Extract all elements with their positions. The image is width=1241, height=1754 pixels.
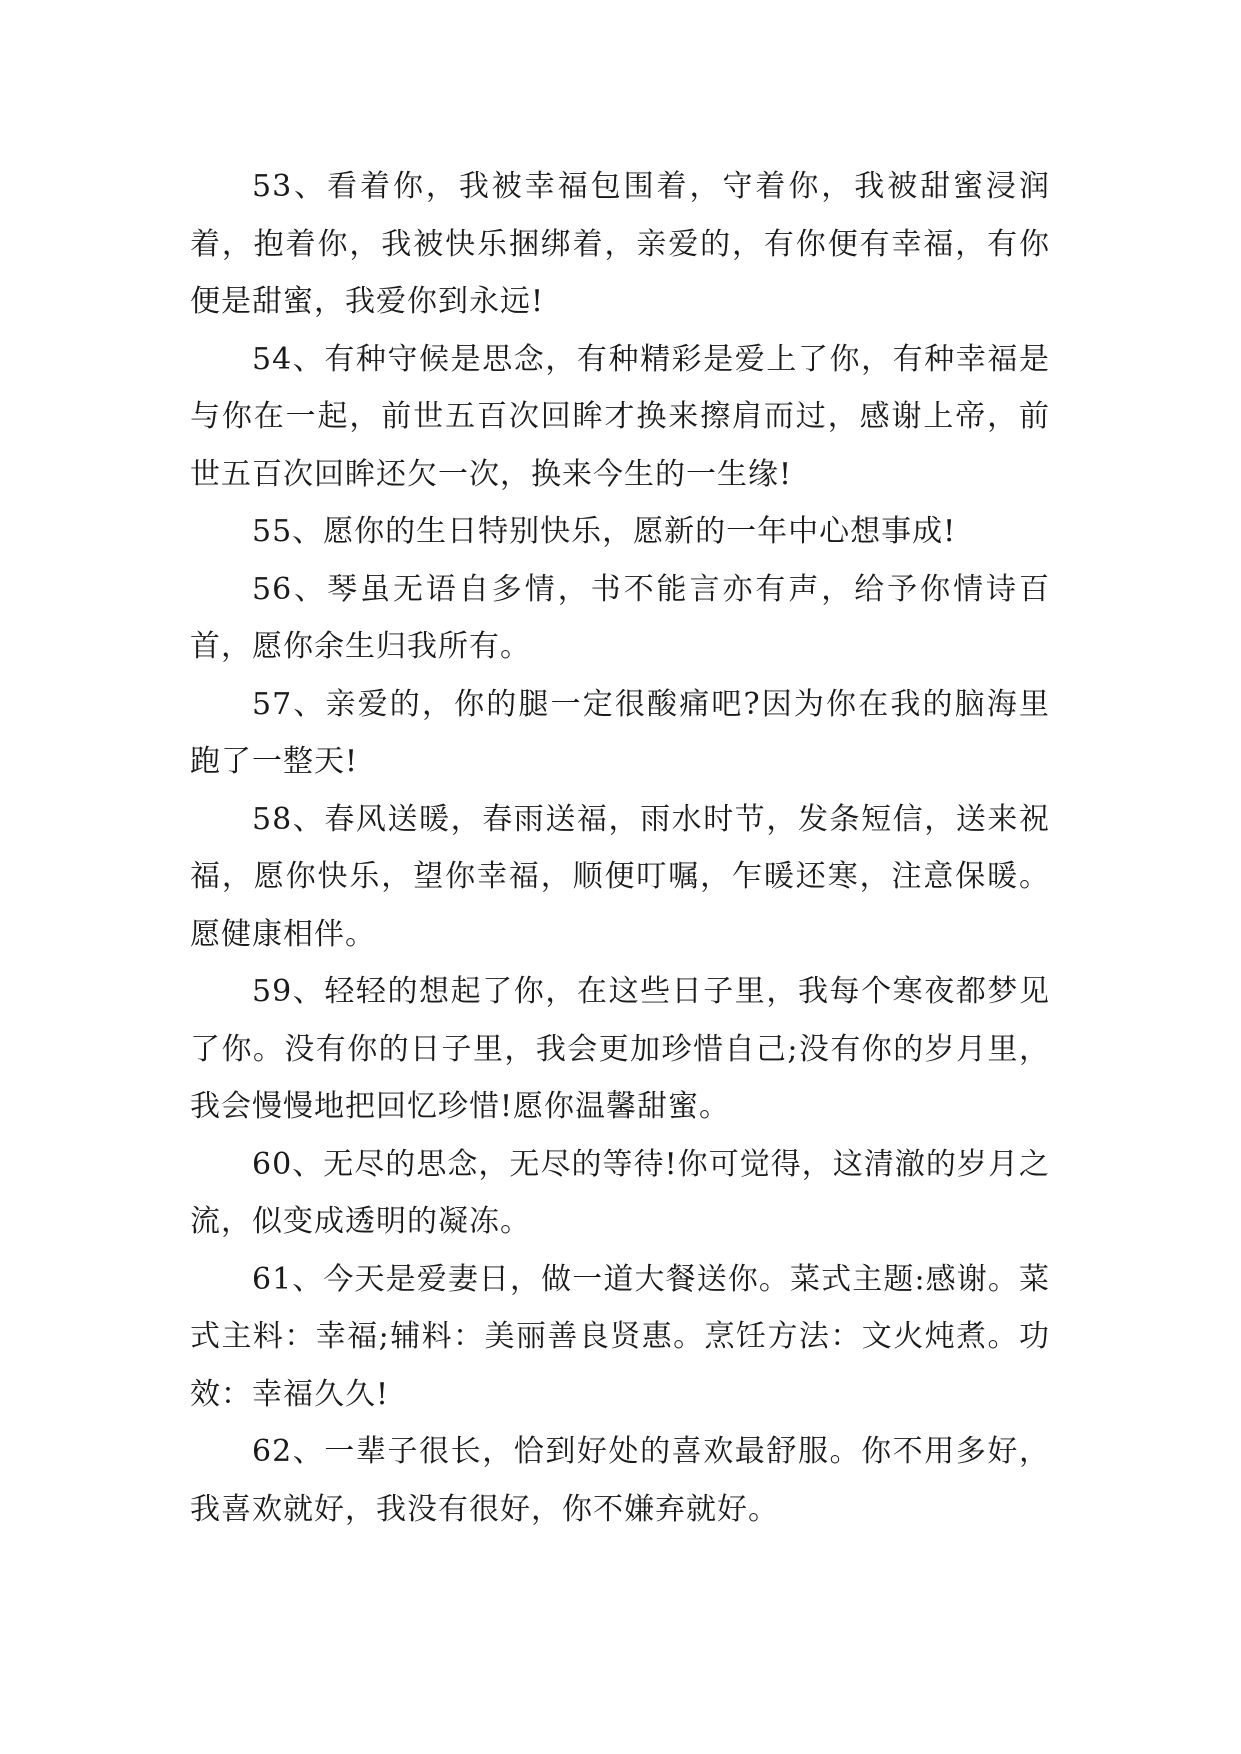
document-body [190, 158, 1050, 1538]
paragraph-61: 61、今天是爱妻日，做一道大餐送你。菜式主题:感谢。菜式主料：幸福;辅料：美丽善良贤惠。烹饪方法：文火炖煮。功效：幸福久久! [190, 1261, 1050, 1412]
paragraph-57: 57、亲爱的，你的腿一定很酸痛吧?因为你在我的脑海里跑了一整天! [190, 686, 1050, 779]
paragraph-58: 58、春风送暖，春雨送福，雨水时节，发条短信，送来祝福，愿你快乐，望你幸福，顺便叮嘱，乍暖还寒，注意保暖。愿健康相伴。 [190, 801, 1050, 952]
paragraph-60: 60、无尽的思念，无尽的等待!你可觉得，这清澈的岁月之流，似变成透明的凝冻。 [190, 1146, 1050, 1239]
paragraph-56: 56、琴虽无语自多情，书不能言亦有声，给予你情诗百首，愿你余生归我所有。 [190, 571, 1050, 664]
paragraph-54: 54、有种守候是思念，有种精彩是爱上了你，有种幸福是与你在一起，前世五百次回眸才换来擦肩而过，感谢上帝，前世五百次回眸还欠一次，换来今生的一生缘! [190, 341, 1050, 492]
paragraph-55: 55、愿你的生日特别快乐，愿新的一年中心想事成! [252, 514, 957, 549]
paragraph-62: 62、一辈子很长，恰到好处的喜欢最舒服。你不用多好，我喜欢就好，我没有很好，你不嫌弃就好。 [190, 1434, 1050, 1527]
paragraph-59: 59、轻轻的想起了你，在这些日子里，我每个寒夜都梦见了你。没有你的日子里，我会更加珍惜自己;没有你的岁月里，我会慢慢地把回忆珍惜!愿你温馨甜蜜。 [190, 974, 1050, 1124]
paragraph-53: 53、看着你，我被幸福包围着，守着你，我被甜蜜浸润着，抱着你，我被快乐捆绑着，亲爱的，有你便有幸福，有你便是甜蜜，我爱你到永远! [190, 169, 1050, 319]
